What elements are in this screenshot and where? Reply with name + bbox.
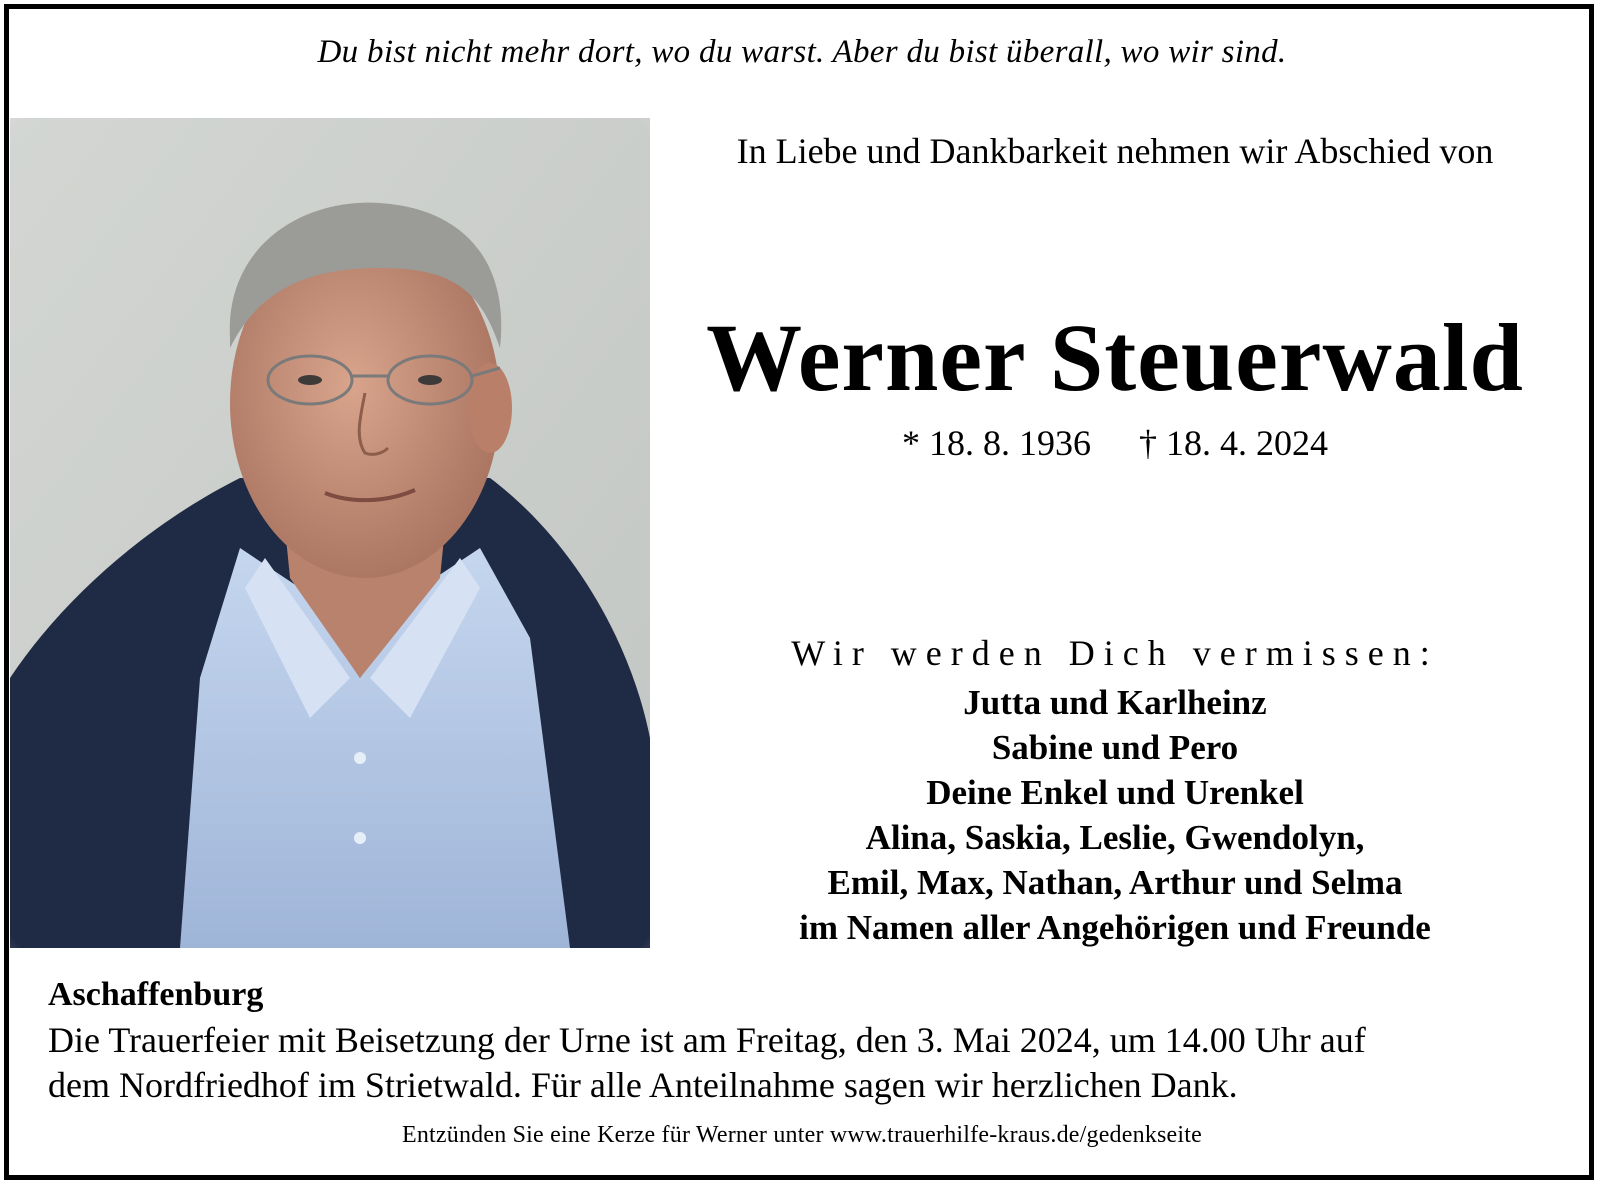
miss-title: Wir werden Dich vermissen: [791,633,1439,673]
deceased-name: Werner Steuerwald [706,304,1524,411]
mourner-line: Emil, Max, Nathan, Arthur und Selma [827,863,1403,902]
mourner-line: im Namen aller Angehörigen und Freunde [799,908,1431,947]
birth-date: * 18. 8. 1936 [902,423,1091,463]
mourner-line: Deine Enkel und Urenkel [926,773,1304,812]
life-dates [640,422,1590,464]
mourner-line: Jutta und Karlheinz [963,683,1267,722]
footer-memorial-link: Entzünden Sie eine Kerze für Werner unter www.trauerhilfe-kraus.de/gedenkseite [402,1122,1202,1148]
intro-text: In Liebe und Dankbarkeit nehmen wir Abschied von [736,131,1494,171]
ceremony-info [48,1018,1568,1108]
info-line: Die Trauerfeier mit Beisetzung der Urne ist am Freitag, den 3. Mai 2024, um 14.00 Uhr auf [48,1020,1366,1060]
place-heading: Aschaffenburg [48,976,264,1013]
mourner-line: Alina, Saskia, Leslie, Gwendolyn, [865,818,1365,857]
portrait-photo [10,118,650,948]
motto-quote: Du bist nicht mehr dort, wo du warst. Aber du bist überall, wo wir sind. [317,34,1287,70]
death-date: † 18. 4. 2024 [1139,423,1328,463]
mourners-list [640,680,1590,950]
info-line: dem Nordfriedhof im Strietwald. Für alle Anteilnahme sagen wir herzlichen Dank. [48,1065,1238,1105]
mourner-line: Sabine und Pero [991,728,1239,767]
